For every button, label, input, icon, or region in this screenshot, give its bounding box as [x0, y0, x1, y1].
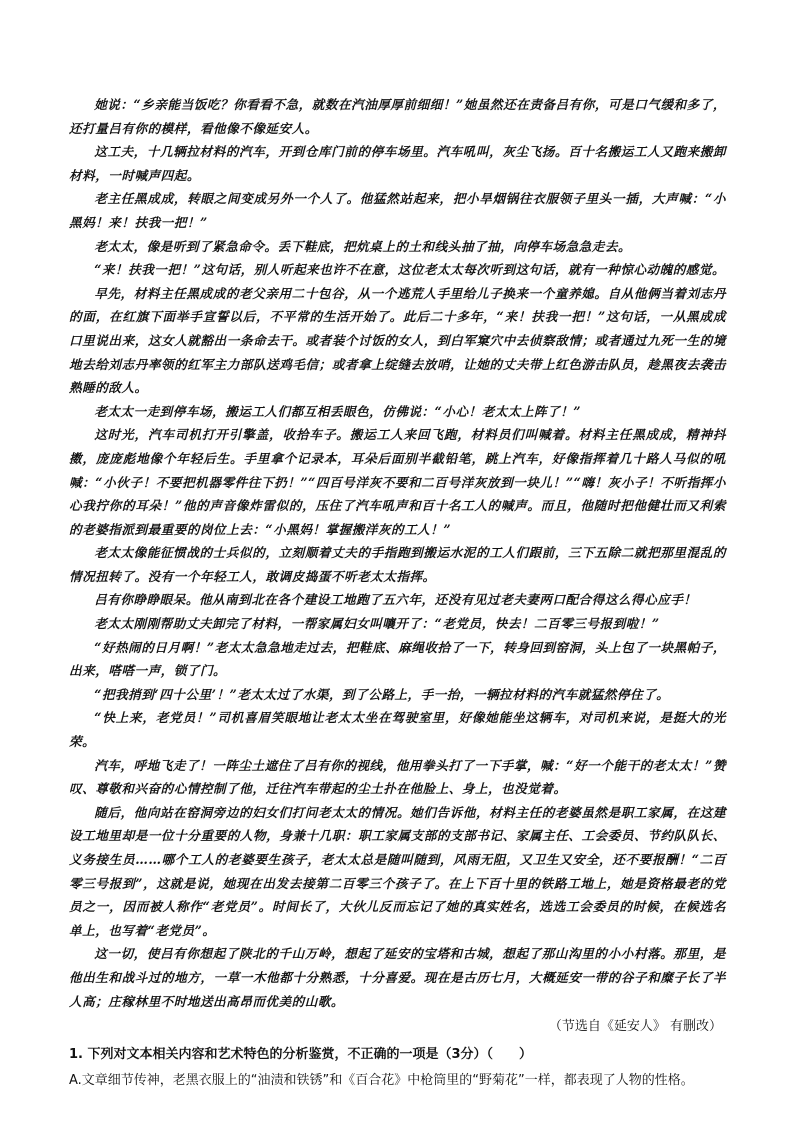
article-paragraph: 老太太，像是听到了紧急命令。丢下鞋底，把炕桌上的土和线头抽了抽，向停车场急急走去。 [94, 238, 632, 254]
article-paragraph: 老太太一走到停车场，搬运工人们都互相丢眼色，仿佛说：“小心！老太太上阵了！” [94, 403, 582, 419]
article-paragraph: 她说：“乡亲能当饭吃？你看看不急，就数在汽油厚厚前细细！”她虽然还在责备吕有你，可是口气缓和多了，还打量吕有你的模样，看他像不像延安人。 [69, 97, 726, 136]
question-stem: 1. 下列对文本相关内容和艺术特色的分析鉴赏，不正确的一项是（3分）（ ） [69, 1047, 533, 1063]
article-paragraph: 汽车，呼地飞走了！一阵尘土遮住了吕有你的视线，他用拳头打了一下手掌，喊：“好一个能干的老太太！”赞叹、尊敬和兴奋的心情控制了他，迁往汽车带起的尘土扑在他脸上、身上，也没觉着。 [69, 757, 726, 797]
article-body [69, 93, 726, 1013]
article-paragraph: “把我捎到‘四十公里’！”老太太过了水渠，到了公路上，手一抬，一辆拉材料的汽车就猛然停住了。 [94, 686, 670, 702]
article-paragraph: 吕有你睁睁眼呆。他从南到北在各个建设工地跑了五六年，还没有见过老夫妻两口配合得这么得心应手！ [94, 592, 697, 608]
article-paragraph: 这工夫，十几辆拉材料的汽车，开到仓库门前的停车场里。汽车吼叫，灰尘飞扬。百十名搬运工人又跑来搬卸材料，一时喊声四起。 [69, 144, 726, 183]
article-paragraph: 随后，他向站在窑洞旁边的妇女们打问老太太的情况。她们告诉他，材料主任的老婆虽然是职工家属，在这建设工地里却是一位十分重要的人物，身兼十几职：职工家属支部的支部书记、家属主任、工会委员、节约队队长、义务接生员……哪个工人的老婆要生孩子，老太太总是随叫随到，风雨无阻，又卫生又安全，还不要报酬！“二百零三号报到”，这就是说，她现在出发去接第二百零三个孩子了。在上下百十里的铁路工地上，她是资格最老的党员之一，因而被人称作“老党员”。时间长了，大伙儿反而忘记了她的真实姓名，选选工会委员的时候，在候选名单上，也写着“老党员”。 [69, 804, 726, 938]
article-paragraph: 老太太刚刚帮助丈夫卸完了材料，一帮家属妇女叫嚷开了：“老党员，快去！二百零三号报到啦！” [94, 616, 660, 632]
article-paragraph: 老主任黑成成，转眼之间变成另外一个人了。他猛然站起来，把小旱烟锅往衣服领子里头一插，大声喊：“小黑妈！来！扶我一把！” [69, 191, 726, 230]
article-paragraph: “好热闹的日月啊！”老太太急急地走过去，把鞋底、麻绳收拾了一下，转身回到窑洞，头上包了一块黑帕子，出来，嗒嗒一声，锁了门。 [69, 639, 726, 679]
article-paragraph: 早先，材料主任黑成成的老父亲用二十包谷，从一个逃荒人手里给儿子换来一个童养媳。自从他俩当着刘志丹的面，在红旗下面举手宣誓以后，不平常的生活开始了。此后二十多年，“来！扶我一把！”这句话，一从黑成成口里说出来，这女人就豁出一条命去干。或者装个讨饭的女人，到白军窠穴中去侦察敌情；或者通过九死一生的境地去给刘志丹率领的红军主力部队送鸡毛信；或者拿上绽缝去放哨，让她的丈夫带上红色游击队员，趁黑夜去袭击熟睡的敌人。 [69, 285, 726, 396]
article-paragraph: “来！扶我一把！”这句话，别人听起来也许不在意，这位老太太每次听到这句话，就有一种惊心动魄的感觉。 [94, 262, 726, 278]
article-paragraph: 这时光，汽车司机打开引擎盖，收拾车子。搬运工人来回飞跑，材料员们叫喊着。材料主任黑成成，精神抖擞，庞庞彪地像个年轻后生。手里拿个记录本，耳朵后面别半截铅笔，跳上汽车，好像指挥着几十路人马似的吼喊：“小伙子！不要把机器零件往下扔！”“四百号洋灰不要和二百号洋灰放到一块儿！”“嗨！灰小子！不听指挥小心我拧你的耳朵！”他的声音像炸雷似的，压住了汽车吼声和百十名工人的喊声。而且，他随时把他健壮而又利索的老婆指派到最重要的岗位上去：“小黑妈！掌握搬洋灰的工人！” [69, 427, 726, 537]
article-paragraph: 这一切，使吕有你想起了陕北的千山万岭，想起了延安的宝塔和古城，想起了那山沟里的小小村落。那里，是他出生和战斗过的地方，一草一木他都十分熟悉，十分喜爱。现在是古历七月，大概延安一带的谷子和糜子长了半人高；庄稼林里不时地送出高昂而优美的山歌。 [69, 946, 726, 1009]
source-citation: （节选自《延安人》 有删改） [548, 1019, 722, 1035]
question-1 [69, 1043, 726, 1093]
question-option-a: A.文章细节传神，老黑衣服上的“油渍和铁锈”和《百合花》中枪筒里的“野菊花”一样，都表现了人物的性格。 [69, 1073, 694, 1089]
article-paragraph: 老太太像能征惯战的士兵似的，立刻顺着丈夫的手指跑到搬运水泥的工人们跟前，三下五除二就把那里混乱的情况扭转了。没有一个年轻工人，敢调皮捣蛋不听老太太指挥。 [69, 545, 726, 584]
article-paragraph: “快上来，老党员！”司机喜眉笑眼地让老太太坐在驾驶室里，好像她能坐这辆车，对司机来说，是挺大的光荣。 [69, 710, 726, 750]
